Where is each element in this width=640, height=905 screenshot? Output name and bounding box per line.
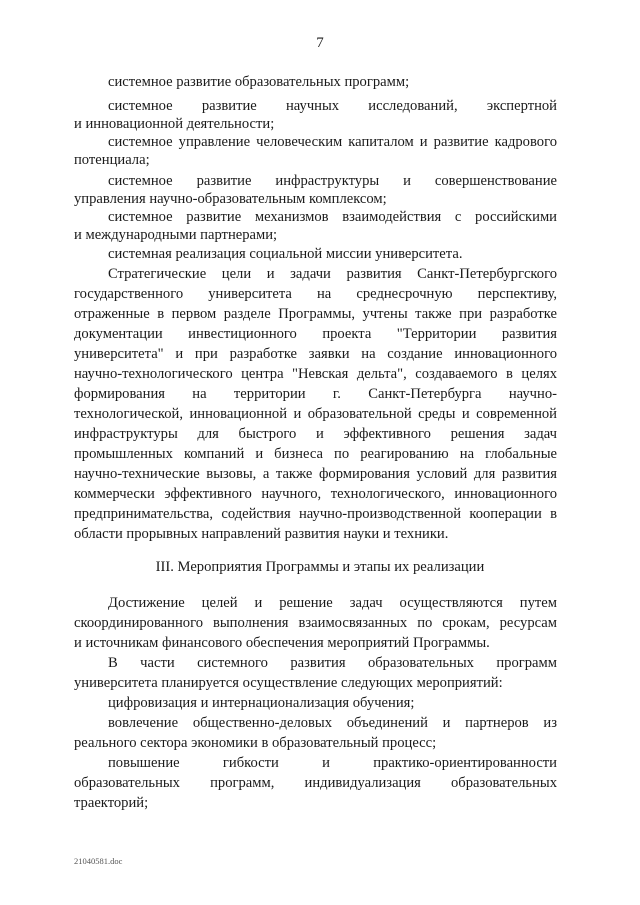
- paragraph-line-1: Стратегические цели и задачи развития Санкт-Петербургского: [108, 266, 557, 282]
- section-line-7: вовлечение общественно-деловых объединений и партнеров из: [108, 715, 557, 731]
- paragraph-line-3: отраженные в первом разделе Программы, учтены также при разработке: [74, 306, 557, 322]
- footer-filename: 21040581.doc: [74, 856, 123, 866]
- list-item-2-line-1: системное развитие научных исследований, экспертной: [108, 98, 557, 114]
- paragraph-line-5: университета" и при разработке заявки на создание инновационного: [74, 346, 557, 362]
- paragraph-line-14: области прорывных направлений развития науки и техники.: [74, 526, 449, 542]
- paragraph-line-8: технологической, инновационной и образовательной среды и современной: [74, 406, 557, 422]
- section-heading: III. Мероприятия Программы и этапы их реализации: [155, 559, 485, 575]
- list-item-6: системная реализация социальной миссии университета.: [108, 246, 463, 262]
- section-line-8: реального сектора экономики в образовательный процесс;: [74, 735, 437, 751]
- section-line-1: Достижение целей и решение задач осуществляются путем: [108, 595, 557, 611]
- paragraph-line-9: инфраструктуры для быстрого и эффективного решения задач: [74, 426, 557, 442]
- list-item-5-line-2: и международными партнерами;: [74, 227, 278, 243]
- list-item-5-line-1: системное развитие механизмов взаимодействия с российскими: [108, 209, 557, 225]
- paragraph-line-10: промышленных компаний и бизнеса по реагированию на глобальные: [74, 446, 557, 462]
- paragraph-line-2: государственного университета на среднесрочную перспективу,: [74, 286, 557, 302]
- list-item-4-line-2: управления научно-образовательным комплексом;: [74, 191, 387, 207]
- paragraph-line-11: научно-технические вызовы, а также формирования условий для развития: [74, 466, 557, 482]
- list-item-1: системное развитие образовательных программ;: [108, 74, 410, 90]
- section-line-10: образовательных программ, индивидуализация образовательных: [74, 775, 557, 791]
- paragraph-line-7: формирования на территории г. Санкт-Петербурга научно-: [74, 386, 557, 402]
- paragraph-line-4: документации инвестиционного проекта "Территории развития: [74, 326, 557, 342]
- section-line-9: повышение гибкости и практико-ориентированности: [108, 755, 557, 771]
- paragraph-line-13: предпринимательства, содействия научно-производственной кооперации в: [74, 506, 557, 522]
- section-line-6: цифровизация и интернационализация обучения;: [108, 695, 415, 711]
- list-item-4-line-1: системное развитие инфраструктуры и совершенствование: [108, 173, 557, 189]
- list-item-2-line-2: и инновационной деятельности;: [74, 116, 275, 132]
- list-item-3-line-2: потенциала;: [74, 152, 150, 168]
- paragraph-line-12: коммерчески эффективного научного, технологического, инновационного: [74, 486, 557, 502]
- section-line-5: университета планируется осуществление следующих мероприятий:: [74, 675, 503, 691]
- section-line-4: В части системного развития образовательных программ: [108, 655, 557, 671]
- section-line-3: и источникам финансового обеспечения мероприятий Программы.: [74, 635, 490, 651]
- list-item-3-line-1: системное управление человеческим капиталом и развитие кадрового: [108, 134, 557, 150]
- section-line-2: скоординированного выполнения взаимосвязанных по срокам, ресурсам: [74, 615, 557, 631]
- page-number: 7: [316, 35, 324, 51]
- section-line-11: траекторий;: [74, 795, 149, 811]
- paragraph-line-6: научно-технологического центра "Невская дельта", создаваемого в целях: [74, 366, 557, 382]
